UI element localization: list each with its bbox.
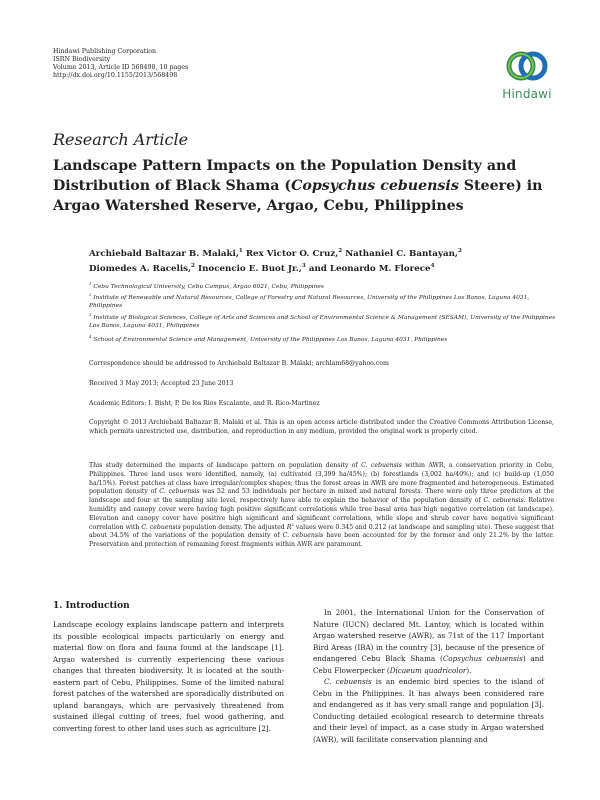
title-part1: Landscape Pattern Impacts on the Population Density and Distribution of Black Shama ( (53, 158, 517, 194)
abstract-species: C. cebuensis (361, 462, 402, 469)
species-name: Dicaeum quadricolor (389, 665, 467, 675)
abstract-species: C. cebuensis (159, 488, 200, 496)
abstract-text: have been accounted for by the former and only 21.2% by the latter. Preservation and protection of remaining forest fragments within AWR are paramount. (89, 532, 554, 549)
academic-editors: Academic Editors: I. Bisht, P. De los Rios Escalante, and R. Rico-Martinez (89, 400, 320, 407)
copyright-notice: Copyright © 2013 Archiebald Baltazar B. Malaki et al. This is an open access article distributed under the Creative Commons Attribution License, which permits unrestricted use, distribution, and reproduction in any medium, provided the original work is properly cited. (89, 419, 554, 435)
received-date: Received 3 May 2013; Accepted 23 June 2013 (89, 380, 234, 387)
author-aff: 1 (238, 248, 243, 255)
abstract-species: C. cebuensis (282, 532, 324, 540)
affiliation (89, 314, 559, 331)
abstract (89, 462, 554, 550)
paragraph-text: ) and Cebu Flowerpecker ( (313, 654, 544, 675)
author: and Leonardo M. Florece (308, 264, 431, 274)
author: Inocencio E. Buot Jr., (198, 264, 302, 274)
correspondence: Correspondence should be addressed to Archiebald Baltazar B. Malaki; archlam68@yahoo.com (89, 360, 389, 367)
author-list (89, 247, 549, 277)
species-name: C. cebuensis (324, 677, 372, 686)
affiliation-num: 2 (89, 292, 92, 298)
author: Nathaniel C. Bantayan, (345, 249, 458, 259)
hindawi-logo-text: Hindawi (502, 87, 552, 101)
abstract-text: This study determined the impacts of landscape pattern on population density of (89, 462, 362, 469)
abstract-text: within AWR, a conservation priority in Cebu, Philippines. Three land uses were identified, namely, (a) cultivated (3,399 ha/45%); (b) forestlands (3,002 ha/40%); and (c) build-up (1,050 ha/15%). Forest patches at class have irregular/complex shapes; thus the forest areas in AWR are more fragmented and heterogeneous. Estimated population density of (89, 462, 555, 496)
right-column (313, 607, 544, 745)
paragraph: Landscape ecology explains landscape pattern and interprets its possible ecological impacts particularly on energy and material flow on flora and fauna found at the landscape [1]. Argao watershed is currently experiencing these various changes that threaten biodiversity. It is located at the south-eastern part of Cebu, Philippines. Some of the limited natural forest patches of the watershed are sporadically distributed on upland barangays, which are pervasively threatened from sustained illegal cutting of trees, fuel wood gathering, and converting forest to other land uses such as agriculture [2]. (53, 620, 284, 733)
paragraph (313, 676, 544, 745)
affiliation-num: 4 (89, 334, 92, 340)
left-column (53, 619, 284, 734)
affiliation-text: Institute of Renewable and Natural Resources, College of Forestry and Natural Resources, University of the Philippines Los Banos, Laguna 4031, Philippines (89, 295, 530, 310)
abstract-text: values were 0.345 and 0.212 (at landscape and sampling site). These suggest that about 34.5% of the variations of the population density of (89, 523, 554, 540)
journal-name: ISRN Biodiversity (53, 56, 111, 63)
author-aff: 3 (301, 263, 306, 270)
author-aff: 2 (457, 248, 462, 255)
abstract-r2: R (286, 523, 292, 531)
affiliation-text: Cebu Technological University, Cebu Campus, Argao 6021, Cebu, Philippines (93, 284, 324, 290)
title-species: Copsychus cebuensis (291, 178, 459, 194)
section-heading: 1. Introduction (53, 601, 130, 611)
affiliation (89, 336, 559, 344)
affiliation (89, 283, 559, 291)
author: Archiebald Baltazar B. Malaki, (89, 249, 239, 259)
author-aff: 2 (338, 248, 343, 255)
author: Rex Victor O. Cruz, (245, 249, 339, 259)
paragraph-text: is an endemic bird species to the island of Cebu in the Philippines. It has always been considered rare and endangered as it has very small range and population [3]. Conducting detailed ecological research to determine threats and their level of impact, as a case study in Argao watershed (AWR), will facilitate conservation planning and (313, 677, 544, 744)
paragraph-text: ). (466, 665, 472, 675)
publisher: Hindawi Publishing Corporation (53, 48, 157, 55)
doi-link[interactable]: http://dx.doi.org/10.1155/2013/568498 (53, 72, 178, 79)
abstract-species: C. cebuensis (141, 523, 181, 531)
article-title (53, 156, 553, 216)
affiliation-num: 1 (89, 281, 92, 287)
volume-info: Volume 2013, Article ID 568498, 10 pages (53, 64, 189, 71)
paragraph (313, 607, 544, 676)
abstract-text: . Relative humidity and canopy cover were having high positive significant correlations while tree basal area has high negative correlation (at landscape). Elevation and canopy cover have positive high significant and significant correlations, while slope and shrub cover have negative significant correlation with (89, 497, 554, 531)
abstract-text: was 52 and 53 individuals per hectare in mixed and natural forests. There were only three predictors at the landscape and four at the sampling site level, respectively have able to explain the behavior of the population density of (89, 488, 555, 505)
abstract-superscript: 2 (291, 521, 294, 527)
paragraph-text: In 2001, the International Union for the Conservation of Nature (IUCN) declared Mt. Lantoy, which is located within Argao watershed reserve (AWR), as 71st of the 117 Important Bird Areas (IBA) in the country [3], because of the presence of endangered Cebu Black Shama ( (313, 608, 544, 663)
affiliation-text: School of Environmental Science and Management, University of the Philippines Los Banos, Laguna 4031, Philippines (93, 337, 448, 343)
abstract-species: C. cebuensis (483, 497, 524, 505)
abstract-text: population density. The adjusted (180, 523, 287, 531)
affiliation-num: 3 (89, 312, 92, 318)
article-type: Research Article (53, 130, 189, 149)
author-aff: 2 (191, 263, 195, 270)
title-part2: Steere) in Argao Watershed Reserve, Argao, Cebu, Philippines (53, 178, 543, 214)
author: Diomedes A. Racelis, (89, 264, 192, 274)
affiliation (89, 294, 559, 311)
author-aff: 4 (430, 263, 435, 270)
affiliation-text: Institute of Biological Sciences, College of Arts and Sciences and School of Environmental Science & Management (SESAM), University of the Philippines Los Banos, Laguna 4031, Philippines (89, 315, 556, 330)
species-name: Copsychus cebuensis (442, 654, 523, 663)
